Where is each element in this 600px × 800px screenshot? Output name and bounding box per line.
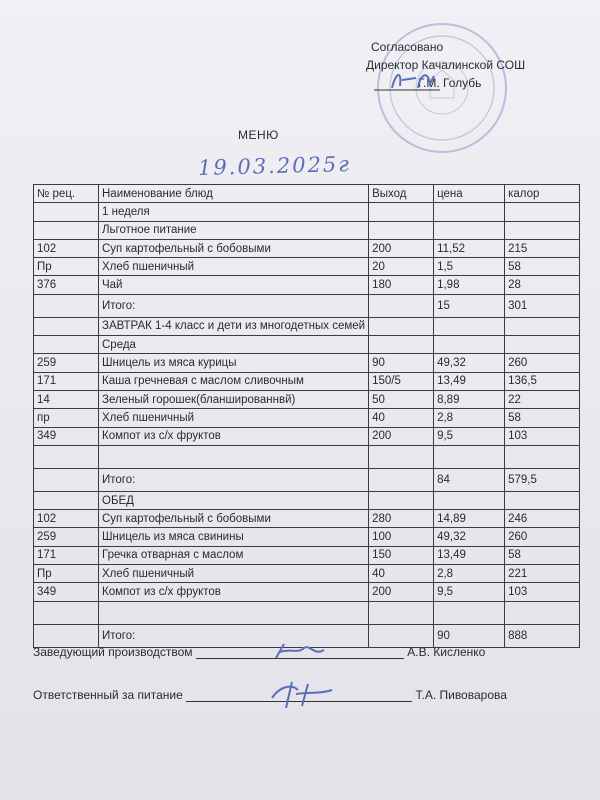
- table-row: [34, 203, 580, 221]
- cell-recipe: [34, 221, 99, 239]
- cell-recipe: 349: [34, 427, 99, 445]
- cell-price: [434, 445, 505, 468]
- cell-portion: 50: [369, 390, 434, 408]
- header-recipe: № рец.: [34, 185, 99, 203]
- cell-calories: [505, 336, 580, 354]
- cell-calories: 215: [505, 239, 580, 257]
- cell-price: 9,5: [434, 583, 505, 601]
- cell-recipe: 102: [34, 239, 99, 257]
- cell-portion: [369, 445, 434, 468]
- table-row: [34, 317, 580, 335]
- cell-calories: 22: [505, 390, 580, 408]
- cell-dish: Шницель из мяса курицы: [99, 354, 369, 372]
- cell-dish: Хлеб пшеничный: [99, 409, 369, 427]
- cell-dish: ОБЕД: [99, 491, 369, 509]
- cell-calories: 58: [505, 546, 580, 564]
- manager-label: Заведующий производством: [33, 645, 193, 659]
- cell-dish: Итого:: [99, 294, 369, 317]
- cell-calories: [505, 203, 580, 221]
- cell-price: 2,8: [434, 565, 505, 583]
- cell-dish: Шницель из мяса свинины: [99, 528, 369, 546]
- cell-calories: 103: [505, 583, 580, 601]
- approval-director: Директор Качалинской СОШ: [366, 58, 526, 72]
- manager-signature-icon: [270, 640, 330, 664]
- cell-calories: 260: [505, 528, 580, 546]
- cell-dish: Чай: [99, 276, 369, 294]
- cell-price: [434, 601, 505, 624]
- table-body: [34, 203, 580, 647]
- cell-dish: Суп картофельный с бобовыми: [99, 510, 369, 528]
- cell-dish: Гречка отварная с маслом: [99, 546, 369, 564]
- table-row: [34, 565, 580, 583]
- cell-portion: [369, 203, 434, 221]
- cell-calories: 301: [505, 294, 580, 317]
- cell-recipe: [34, 601, 99, 624]
- cell-calories: 888: [505, 624, 580, 647]
- cell-dish: Компот из с/х фруктов: [99, 427, 369, 445]
- cell-recipe: 171: [34, 372, 99, 390]
- cell-calories: 579,5: [505, 468, 580, 491]
- cell-portion: 200: [369, 239, 434, 257]
- cell-price: 13,49: [434, 372, 505, 390]
- manager-signature-line: [33, 645, 485, 659]
- cell-dish: Итого:: [99, 468, 369, 491]
- cell-portion: 40: [369, 409, 434, 427]
- cell-price: 11,52: [434, 239, 505, 257]
- menu-table: [33, 184, 580, 648]
- cell-calories: [505, 491, 580, 509]
- menu-date: 19.03.2025г: [197, 152, 352, 180]
- cell-recipe: 102: [34, 510, 99, 528]
- cell-portion: 100: [369, 528, 434, 546]
- cell-recipe: [34, 491, 99, 509]
- cell-portion: 20: [369, 258, 434, 276]
- approval-heading: Согласовано: [371, 40, 444, 54]
- cell-dish: Льготное питание: [99, 221, 369, 239]
- cell-dish: 1 неделя: [99, 203, 369, 221]
- manager-name: А.В. Кисленко: [407, 645, 486, 659]
- cell-calories: 28: [505, 276, 580, 294]
- menu-table-container: [33, 184, 580, 648]
- table-header-row: [34, 185, 580, 203]
- cell-dish: Итого:: [99, 624, 369, 647]
- cell-portion: 200: [369, 583, 434, 601]
- responsible-label: Ответственный за питание: [33, 688, 183, 702]
- cell-calories: 136,5: [505, 372, 580, 390]
- cell-price: 2,8: [434, 409, 505, 427]
- cell-calories: [505, 221, 580, 239]
- table-row: [34, 239, 580, 257]
- cell-calories: 246: [505, 510, 580, 528]
- table-row: [34, 546, 580, 564]
- cell-recipe: пр: [34, 409, 99, 427]
- cell-price: 14,89: [434, 510, 505, 528]
- cell-portion: 40: [369, 565, 434, 583]
- table-row: [34, 445, 580, 468]
- table-row: [34, 390, 580, 408]
- table-row: [34, 276, 580, 294]
- cell-portion: [369, 468, 434, 491]
- cell-recipe: [34, 468, 99, 491]
- cell-dish: Хлеб пшеничный: [99, 258, 369, 276]
- table-row: [34, 583, 580, 601]
- approval-name: Г.М. Голубь: [418, 76, 482, 90]
- responsible-name: Т.А. Пивоварова: [415, 688, 507, 702]
- table-row: [34, 372, 580, 390]
- cell-portion: 280: [369, 510, 434, 528]
- cell-portion: [369, 491, 434, 509]
- cell-portion: [369, 601, 434, 624]
- cell-recipe: 376: [34, 276, 99, 294]
- cell-price: 1,98: [434, 276, 505, 294]
- responsible-signature-icon: [262, 678, 338, 712]
- cell-dish: Суп картофельный с бобовыми: [99, 239, 369, 257]
- cell-portion: [369, 221, 434, 239]
- cell-recipe: [34, 336, 99, 354]
- cell-portion: 180: [369, 276, 434, 294]
- cell-portion: 150/5: [369, 372, 434, 390]
- cell-calories: [505, 317, 580, 335]
- cell-calories: [505, 445, 580, 468]
- table-row: [34, 491, 580, 509]
- cell-price: 1,5: [434, 258, 505, 276]
- table-row: [34, 258, 580, 276]
- director-signature-icon: [372, 66, 442, 96]
- cell-portion: [369, 294, 434, 317]
- cell-dish: Среда: [99, 336, 369, 354]
- cell-dish: ЗАВТРАК 1-4 класс и дети из многодетных семей: [99, 317, 369, 335]
- cell-dish: Компот из с/х фруктов: [99, 583, 369, 601]
- cell-recipe: [34, 445, 99, 468]
- cell-portion: 90: [369, 354, 434, 372]
- table-row: [34, 468, 580, 491]
- cell-dish: Каша гречневая с маслом сливочным: [99, 372, 369, 390]
- cell-price: [434, 336, 505, 354]
- cell-portion: [369, 317, 434, 335]
- cell-portion: [369, 336, 434, 354]
- cell-calories: 260: [505, 354, 580, 372]
- table-row: [34, 221, 580, 239]
- table-row: [34, 409, 580, 427]
- header-calories: калор: [505, 185, 580, 203]
- cell-price: 90: [434, 624, 505, 647]
- cell-recipe: 349: [34, 583, 99, 601]
- cell-price: [434, 317, 505, 335]
- header-portion: Выход: [369, 185, 434, 203]
- cell-calories: 103: [505, 427, 580, 445]
- cell-recipe: 171: [34, 546, 99, 564]
- cell-price: [434, 203, 505, 221]
- cell-price: 49,32: [434, 354, 505, 372]
- cell-recipe: [34, 317, 99, 335]
- header-dish: Наименование блюд: [99, 185, 369, 203]
- table-row: [34, 336, 580, 354]
- cell-portion: 150: [369, 546, 434, 564]
- cell-price: 15: [434, 294, 505, 317]
- cell-recipe: Пр: [34, 565, 99, 583]
- cell-recipe: [34, 624, 99, 647]
- cell-recipe: [34, 294, 99, 317]
- cell-price: 8,89: [434, 390, 505, 408]
- cell-dish: [99, 445, 369, 468]
- cell-calories: 58: [505, 409, 580, 427]
- cell-recipe: 259: [34, 354, 99, 372]
- cell-recipe: [34, 203, 99, 221]
- cell-dish: [99, 601, 369, 624]
- cell-recipe: 14: [34, 390, 99, 408]
- cell-recipe: Пр: [34, 258, 99, 276]
- cell-price: 49,32: [434, 528, 505, 546]
- cell-dish: Хлеб пшеничный: [99, 565, 369, 583]
- table-row: [34, 354, 580, 372]
- cell-portion: 200: [369, 427, 434, 445]
- cell-dish: Зеленый горошек(бланшированнвй): [99, 390, 369, 408]
- cell-price: 9,5: [434, 427, 505, 445]
- table-row: [34, 427, 580, 445]
- cell-price: [434, 491, 505, 509]
- header-price: цена: [434, 185, 505, 203]
- cell-recipe: 259: [34, 528, 99, 546]
- cell-calories: [505, 601, 580, 624]
- cell-portion: [369, 624, 434, 647]
- table-row: [34, 294, 580, 317]
- table-row: [34, 510, 580, 528]
- cell-price: 84: [434, 468, 505, 491]
- cell-calories: 221: [505, 565, 580, 583]
- cell-price: [434, 221, 505, 239]
- table-row: [34, 528, 580, 546]
- page-title: МЕНЮ: [238, 128, 279, 142]
- table-row: [34, 601, 580, 624]
- cell-price: 13,49: [434, 546, 505, 564]
- cell-calories: 58: [505, 258, 580, 276]
